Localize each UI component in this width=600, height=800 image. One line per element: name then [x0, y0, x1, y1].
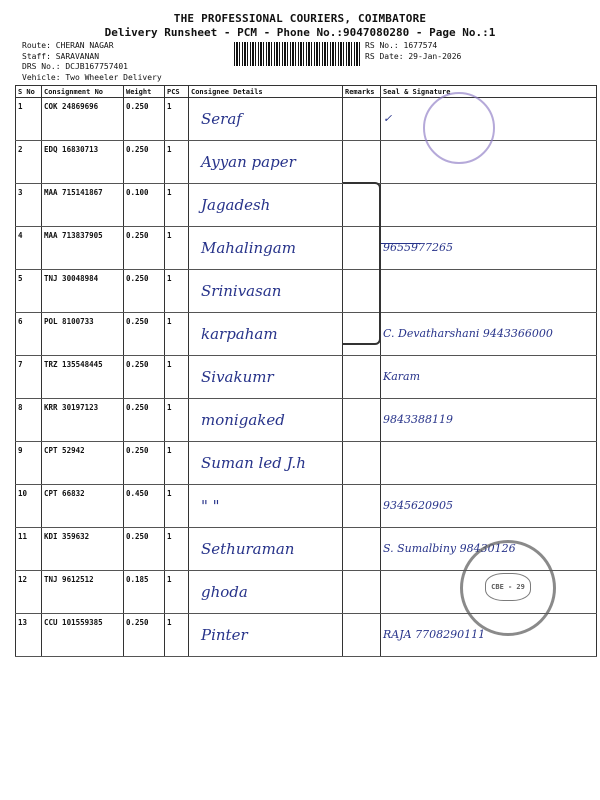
- cell-pcs: 1: [165, 313, 189, 356]
- company-title: THE PROFESSIONAL COURIERS, COIMBATORE: [173, 12, 427, 25]
- cell-remarks: [343, 528, 381, 571]
- staff-label: Staff: SARAVANAN: [22, 51, 100, 61]
- table-row: [16, 313, 597, 356]
- table-row: [16, 399, 597, 442]
- table-row: [16, 356, 597, 399]
- cell-weight: 0.250: [124, 313, 165, 356]
- cell-sno: 8: [16, 399, 42, 442]
- cell-pcs: 1: [165, 399, 189, 442]
- cell-consignment: MAA 713837905: [42, 227, 124, 270]
- cell-signature: C. Devatharshani 9443366000: [381, 313, 597, 356]
- cell-sno: 13: [16, 614, 42, 657]
- meta-left: [22, 41, 162, 83]
- cell-weight: 0.250: [124, 270, 165, 313]
- cell-signature: [381, 184, 597, 227]
- cell-consignee: Sethuraman: [189, 528, 343, 571]
- cell-consignee: Jagadesh: [189, 184, 343, 227]
- cell-consignee: Mahalingam: [189, 227, 343, 270]
- cell-remarks: [343, 614, 381, 657]
- rs-no-label: RS No.: 1677574: [365, 41, 438, 50]
- barcode: [234, 42, 360, 66]
- cell-consignee: monigaked: [189, 399, 343, 442]
- bracket-mark: [343, 182, 381, 345]
- cell-signature: ✓: [381, 98, 597, 141]
- arrow-mark: [381, 243, 421, 244]
- cell-signature: [381, 270, 597, 313]
- cell-consignment: POL 8100733: [42, 313, 124, 356]
- cell-sno: 9: [16, 442, 42, 485]
- table-row: [16, 227, 597, 270]
- cell-pcs: 1: [165, 485, 189, 528]
- cell-sno: 6: [16, 313, 42, 356]
- cell-consignment: KDI 359632: [42, 528, 124, 571]
- cell-consignee: ghoda: [189, 571, 343, 614]
- cell-remarks: [343, 98, 381, 141]
- cell-sno: 3: [16, 184, 42, 227]
- cell-signature: Karam: [381, 356, 597, 399]
- cell-pcs: 1: [165, 614, 189, 657]
- cell-consignment: CPT 66832: [42, 485, 124, 528]
- cell-pcs: 1: [165, 356, 189, 399]
- header-consignment: Consignment No: [42, 86, 124, 98]
- cell-consignee: Pinter: [189, 614, 343, 657]
- route-label: Route: CHERAN NAGAR: [22, 41, 114, 50]
- cell-signature: S. Sumalbiny 98430126: [381, 528, 597, 571]
- cell-signature: [381, 442, 597, 485]
- cell-sno: 12: [16, 571, 42, 614]
- cell-pcs: 1: [165, 270, 189, 313]
- cell-consignment: KRR 30197123: [42, 399, 124, 442]
- stamp-text: CBE - 29: [485, 573, 531, 601]
- header-sno: S No: [16, 86, 42, 98]
- cell-consignee: karpaham: [189, 313, 343, 356]
- cell-consignment: EDQ 16830713: [42, 141, 124, 184]
- table-row: [16, 141, 597, 184]
- cell-remarks: [343, 356, 381, 399]
- runsheet-title: Delivery Runsheet - PCM - Phone No.:9047080280 - Page No.:1: [104, 26, 496, 39]
- cell-consignee: Suman led J.h: [189, 442, 343, 485]
- cell-weight: 0.185: [124, 571, 165, 614]
- cell-pcs: 1: [165, 571, 189, 614]
- table-row: [16, 184, 597, 227]
- table-row: [16, 270, 597, 313]
- header-pcs: PCS: [165, 86, 189, 98]
- cell-consignment: TNJ 30048984: [42, 270, 124, 313]
- cell-consignment: TRZ 135548445: [42, 356, 124, 399]
- cell-pcs: 1: [165, 442, 189, 485]
- header-weight: Weight: [124, 86, 165, 98]
- cell-consignment: CCU 101559385: [42, 614, 124, 657]
- table-row: [16, 485, 597, 528]
- cell-signature: 9345620905: [381, 485, 597, 528]
- cell-signature: 9655977265: [381, 227, 597, 270]
- cell-consignee: Srinivasan: [189, 270, 343, 313]
- cell-pcs: 1: [165, 98, 189, 141]
- cell-weight: 0.250: [124, 528, 165, 571]
- cell-consignee: " ": [189, 485, 343, 528]
- cell-weight: 0.250: [124, 442, 165, 485]
- cell-remarks: [343, 442, 381, 485]
- cell-consignee: Ayyan paper: [189, 141, 343, 184]
- cell-pcs: 1: [165, 184, 189, 227]
- header-signature: Seal & Signature: [381, 86, 597, 98]
- cell-weight: 0.250: [124, 356, 165, 399]
- header-consignee: Consignee Details: [189, 86, 343, 98]
- table-row: [16, 442, 597, 485]
- cell-signature: RAJA 7708290111: [381, 614, 597, 657]
- cell-pcs: 1: [165, 141, 189, 184]
- seal-stamp-top: [423, 92, 495, 164]
- cell-weight: 0.100: [124, 184, 165, 227]
- cell-consignment: MAA 715141867: [42, 184, 124, 227]
- cell-consignment: COK 24869696: [42, 98, 124, 141]
- seal-stamp-bottom: [460, 540, 556, 636]
- cell-sno: 10: [16, 485, 42, 528]
- table-header-row: [16, 86, 597, 98]
- drs-label: DRS No.: DCJB167757401: [22, 62, 128, 71]
- cell-remarks: [343, 485, 381, 528]
- cell-consignee: Seraf: [189, 98, 343, 141]
- cell-weight: 0.250: [124, 98, 165, 141]
- cell-remarks: [343, 141, 381, 184]
- meta-right: [365, 41, 461, 62]
- cell-weight: 0.250: [124, 141, 165, 184]
- cell-sno: 11: [16, 528, 42, 571]
- cell-weight: 0.250: [124, 227, 165, 270]
- header-remarks: Remarks: [343, 86, 381, 98]
- cell-consignment: TNJ 9612512: [42, 571, 124, 614]
- cell-sno: 2: [16, 141, 42, 184]
- cell-weight: 0.250: [124, 614, 165, 657]
- cell-weight: 0.250: [124, 399, 165, 442]
- cell-consignee: Sivakumr: [189, 356, 343, 399]
- table-row: [16, 98, 597, 141]
- cell-remarks: [343, 571, 381, 614]
- cell-sno: 4: [16, 227, 42, 270]
- cell-consignment: CPT 52942: [42, 442, 124, 485]
- cell-remarks: [343, 399, 381, 442]
- cell-signature: 9843388119: [381, 399, 597, 442]
- cell-pcs: 1: [165, 227, 189, 270]
- cell-weight: 0.450: [124, 485, 165, 528]
- cell-sno: 1: [16, 98, 42, 141]
- cell-sno: 5: [16, 270, 42, 313]
- cell-pcs: 1: [165, 528, 189, 571]
- vehicle-label: Vehicle: Two Wheeler Delivery: [22, 72, 162, 82]
- rs-date-label: RS Date: 29-Jan-2026: [365, 51, 462, 61]
- cell-sno: 7: [16, 356, 42, 399]
